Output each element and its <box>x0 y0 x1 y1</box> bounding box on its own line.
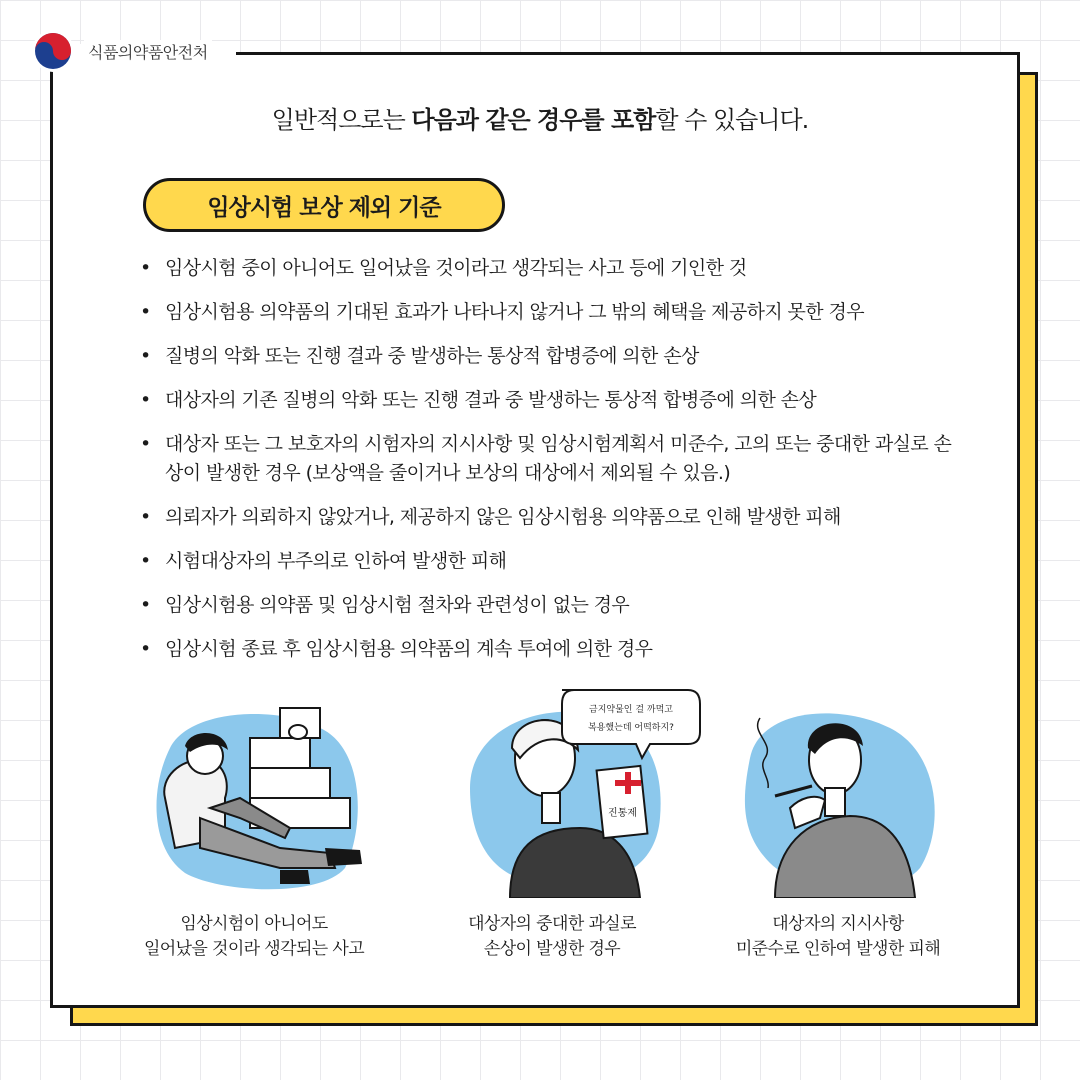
package-label: 진통제 <box>608 808 637 819</box>
list-item: • 임상시험용 의약품 및 임상시험 절차와 관련성이 없는 경우 <box>140 591 960 620</box>
caption-line: 임상시험이 아니어도 <box>180 914 328 934</box>
caption-line: 대상자의 지시사항 <box>772 914 904 934</box>
woman-with-medicine-illustration <box>450 688 710 898</box>
list-item: • 의뢰자가 의뢰하지 않았거나, 제공하지 않은 임상시험용 의약품으로 인해 발생한 피해 <box>140 503 960 532</box>
smoking-man-illustration <box>720 688 980 898</box>
government-logo-icon <box>30 28 76 74</box>
list-item: • 임상시험 종료 후 임상시험용 의약품의 계속 투여에 의한 경우 <box>140 635 960 664</box>
caption-fall <box>124 912 384 962</box>
section-title: 임상시험 보상 제외 기준 <box>207 194 441 221</box>
headline-prefix: 일반적으로는 <box>271 106 412 134</box>
speech-line: 금지약물인 걸 까먹고 <box>589 705 673 715</box>
caption-line: 미준수로 인하여 발생한 피해 <box>735 939 941 959</box>
caption-medicine <box>422 912 682 962</box>
caption-line: 대상자의 중대한 과실로 <box>468 914 636 934</box>
page-header <box>30 28 212 74</box>
headline <box>0 100 1080 135</box>
list-item: • 대상자 또는 그 보호자의 시험자의 지시사항 및 임상시험계획서 미준수, 고의 또는 중대한 과실로 손상이 발생한 경우 (보상액을 줄이거나 보상의 대상에서 제외될 수 있음.) <box>140 430 960 488</box>
headline-suffix: 할 수 있습니다. <box>655 106 809 134</box>
fallen-person-stairs-illustration <box>130 688 390 898</box>
list-item: • 시험대상자의 부주의로 인하여 발생한 피해 <box>140 547 960 576</box>
caption-line: 손상이 발생한 경우 <box>483 939 621 959</box>
caption-line: 일어났을 것이라 생각되는 사고 <box>143 939 365 959</box>
list-item: • 대상자의 기존 질병의 악화 또는 진행 결과 중 발생하는 통상적 합병증에 의한 손상 <box>140 386 960 415</box>
speech-line: 복용했는데 어떡하지? <box>588 723 674 733</box>
illustration-medicine-panel <box>450 688 730 898</box>
illustration-fall-panel <box>130 688 410 898</box>
section-title-badge <box>143 178 505 232</box>
agency-name: 식품의약품안전처 <box>84 40 212 63</box>
list-item: • 임상시험 중이 아니어도 일어났을 것이라고 생각되는 사고 등에 기인한 것 <box>140 254 960 283</box>
illustration-smoking-panel <box>720 688 1000 898</box>
exclusion-criteria-list <box>140 254 960 679</box>
caption-smoking <box>708 912 968 962</box>
list-item: • 질병의 악화 또는 진행 결과 중 발생하는 통상적 합병증에 의한 손상 <box>140 342 960 371</box>
list-item: • 임상시험용 의약품의 기대된 효과가 나타나지 않거나 그 밖의 혜택을 제공하지 못한 경우 <box>140 298 960 327</box>
headline-emphasis: 다음과 같은 경우를 포함 <box>411 106 656 134</box>
